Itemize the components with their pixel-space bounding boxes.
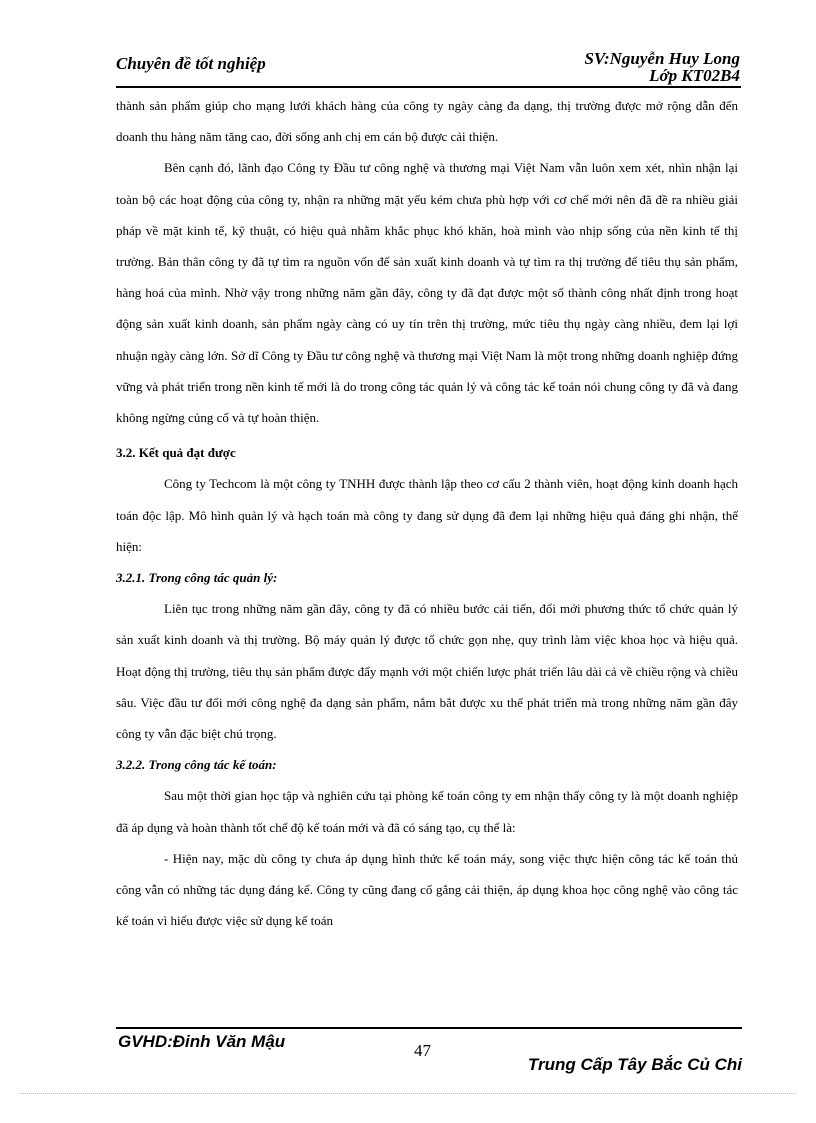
paragraph-accounting: Sau một thời gian học tập và nghiên cứu tại phòng kế toán công ty em nhận thấy công ty là một doanh nghiệp đã áp dụng và hoàn thành tốt chế độ kế toán mới và đã có sáng tạo, cụ thể là: [116, 788, 738, 835]
footer-school: Trung Cấp Tây Bắc Củ Chi [527, 1055, 742, 1074]
header-student-name: SV:Nguyễn Huy Long [584, 49, 740, 68]
page-bottom-border [20, 1093, 796, 1094]
paragraph-continuation: thành sản phẩm giúp cho mạng lưới khách hàng của công ty ngày càng đa dạng, thị trường được mở rộng dẫn đến doanh thu hàng năm tăng cao, đời sống anh chị em cán bộ được cải thiện. [116, 98, 738, 145]
header-title: Chuyên đề tốt nghiệp [116, 54, 266, 73]
paragraph-techcom: Công ty Techcom là một công ty TNHH được thành lập theo cơ cấu 2 thành viên, hoạt động kinh doanh hạch toán độc lập. Mô hình quản lý và hạch toán mà công ty đang sử dụng đã đem lại những hiệu quả đáng ghi nhận, thể hiện: [116, 476, 738, 554]
header-student-info [584, 50, 740, 84]
subsection-heading-3-2-2: 3.2.2. Trong công tác kế toán: [116, 757, 277, 773]
footer-advisor: GVHD:Đinh Văn Mậu [118, 1032, 286, 1051]
page-body [116, 90, 738, 936]
paragraph-management: Liên tục trong những năm gần đây, công ty đã có nhiều bước cải tiến, đổi mới phương thức tổ chức quản lý sản xuất kinh doanh và thị trường. Bộ máy quản lý được tổ chức gọn nhẹ, quy trình làm việc khoa học và hiệu quả. Hoạt động thị trường, tiêu thụ sản phẩm được đẩy mạnh với một chiến lược phát triển lâu dài cả về chiều rộng và chiều sâu. Việc đầu tư đổi mới công nghệ đa dạng sản phẩm, nắm bắt được xu thế phát triển mà trong những năm gần đây công ty vẫn đặc biệt chú trọng. [116, 601, 738, 742]
section-heading-3-2: 3.2. Kết quả đạt được [116, 445, 236, 461]
subsection-heading-3-2-1: 3.2.1. Trong công tác quản lý: [116, 570, 278, 586]
footer-divider [116, 1027, 742, 1029]
header-class: Lớp KT02B4 [649, 66, 740, 85]
paragraph-manual-accounting: - Hiện nay, mặc dù công ty chưa áp dụng hình thức kế toán máy, song việc thực hiện công tác kế toán thủ công vẫn có những tác dụng đáng kể. Công ty cũng đang cố gắng cải thiện, áp dụng khoa học công nghệ vào công tác kế toán vì hiểu được việc sử dụng kế toán [116, 850, 738, 929]
paragraph-leadership: Bên cạnh đó, lãnh đạo Công ty Đầu tư công nghệ và thương mại Việt Nam vẫn luôn xem xét, nhìn nhận lại toàn bộ các hoạt động của công ty, nhận ra những mặt yếu kém chưa phù hợp với cơ chế mới nên đã đề ra nhiều giải pháp về mặt kinh tế, kỹ thuật, có hiệu quả nhằm khắc phục khó khăn, hoà mình vào nhịp sống của nền kinh tế thị trường. Bản thân công ty đã tự tìm ra nguồn vốn để sản xuất kinh doanh và tự tìm ra thị trường để tiêu thụ sản phẩm, hàng hoá của mình. Nhờ vậy trong những năm gần đây, công ty đã đạt được một số thành công nhất định trong hoạt động sản xuất kinh doanh, sản phẩm ngày càng có uy tín trên thị trường, mức tiêu thụ ngày càng nhiều, đem lại lợi nhuận ngày càng lớn. Sở dĩ Công ty Đầu tư công nghệ và thương mại Việt Nam là một trong những doanh nghiệp đứng vững và phát triển trong nền kinh tế mới là do trong công tác quản lý và công tác kế toán nói chung công ty đã và đang không ngừng củng cố và tự hoàn thiện. [116, 160, 738, 426]
header-divider [116, 86, 741, 88]
page-number: 47 [414, 1041, 431, 1060]
